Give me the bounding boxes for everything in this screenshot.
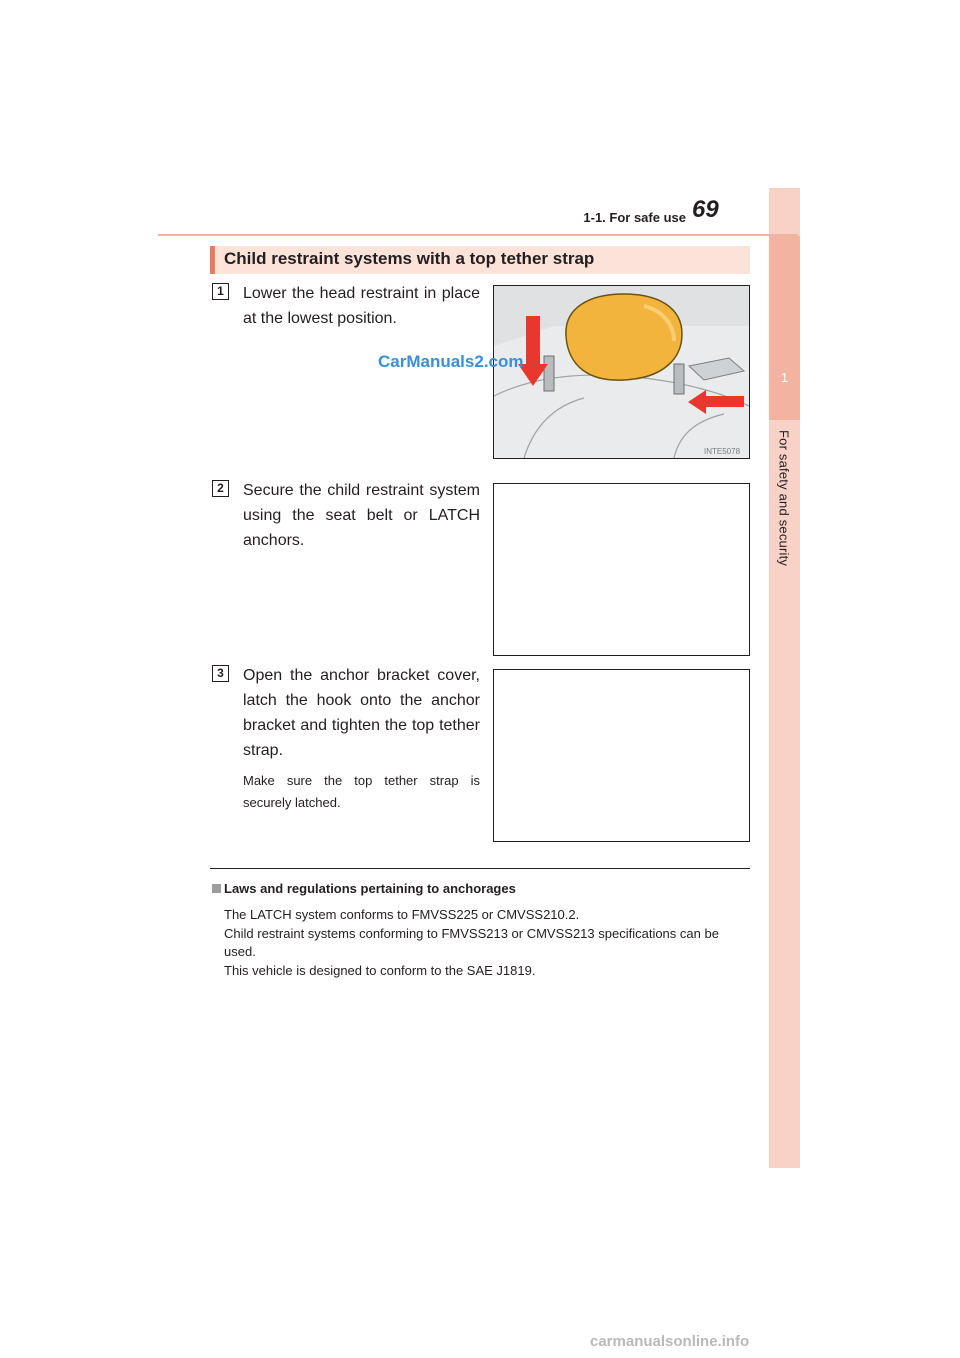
step-1-text: Lower the head restraint in place at the lowest position. (243, 285, 480, 327)
figure-code: INTE5078 (704, 447, 741, 456)
watermark-top: CarManuals2.com (378, 352, 524, 371)
notes-body (224, 906, 750, 980)
side-tab-chapter-box (769, 236, 800, 420)
step-3-text: Open the anchor bracket cover, latch the hook onto the anchor bracket and tighten the top tether strap. (243, 667, 480, 759)
step-number-3: 3 (212, 665, 229, 682)
page-number: 69 (692, 196, 719, 223)
step-number-1: 1 (212, 283, 229, 300)
section-title: Child restraint systems with a top tether strap (224, 249, 595, 268)
notes-heading-text: Laws and regulations pertaining to anchorages (224, 881, 516, 896)
notes-line: This vehicle is designed to conform to the SAE J1819. (224, 962, 536, 978)
header-section-label: 1-1. For safe use (583, 210, 686, 225)
square-bullet-icon (212, 884, 221, 893)
child-restraint-figure (493, 483, 750, 656)
step-2-text: Secure the child restraint system using the seat belt or LATCH anchors. (243, 482, 480, 549)
step-number-2: 2 (212, 480, 229, 497)
header-rule (158, 234, 798, 236)
notes-divider (210, 868, 750, 869)
notes-heading (212, 881, 516, 896)
notes-line: Child restraint systems conforming to FMVSS213 or CMVSS213 specifications can be used. (224, 925, 719, 959)
anchor-bracket-figure (493, 669, 750, 842)
head-restraint-illustration (494, 286, 749, 458)
chapter-number: 1 (780, 370, 789, 385)
watermark-bottom: carmanualsonline.info (590, 1333, 750, 1350)
head-restraint-figure (493, 285, 750, 459)
notes-line: The LATCH system conforms to FMVSS225 or CMVSS210.2. (224, 907, 580, 922)
step-3-note: Make sure the top tether strap is securely latched. (243, 773, 480, 810)
side-tab-label: For safety and security (776, 430, 792, 567)
